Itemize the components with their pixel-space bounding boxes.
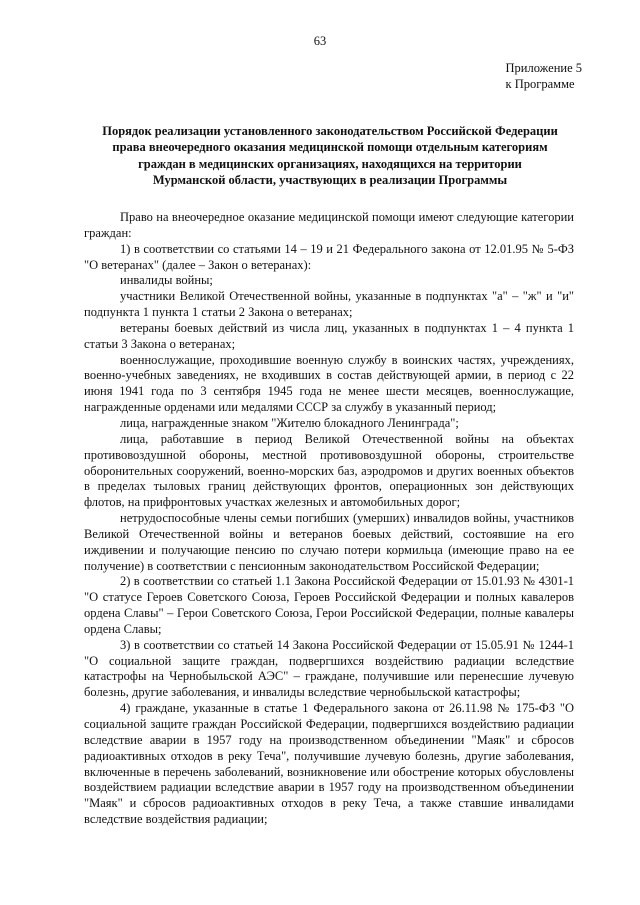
paragraph-servicemen: военнослужащие, проходившие военную службу в воинских частях, учреждениях, военно-учебных заведениях, не входивших в состав действующей армии, в период с 22 июня 1941 года по 3 сентября 1945 года не менее шести месяцев, военнослужащие, награжденные орденами или медалями СССР за службу в указанный период; — [84, 352, 574, 415]
title-line-4: Мурманской области, участвующих в реализации Программы — [152, 173, 508, 188]
appendix-header — [506, 60, 582, 92]
paragraph-leningrad-badge: лица, награжденные знаком "Жителю блокадного Ленинграда"; — [120, 415, 459, 430]
title-line-2: права внеочередного оказания медицинской помощи отдельным категориям — [112, 140, 548, 155]
paragraph-item-1: 1) в соответствии со статьями 14 – 19 и 21 Федерального закона от 12.01.95 № 5-ФЗ "О ветеранах" (далее – Закон о ветеранах): — [84, 241, 574, 272]
paragraph-intro: Право на внеочередное оказание медицинской помощи имеют следующие категории граждан: — [84, 210, 574, 240]
appendix-line-2: к Программе — [505, 77, 575, 91]
title-line-3: граждан в медицинских организациях, находящихся на территории — [138, 156, 522, 171]
paragraph-item-3: 3) в соответствии со статьей 14 Закона Российской Федерации от 15.05.91 № 1244-1 "О социальной защите граждан, подвергшихся воздействию радиации вследствие катастрофы на Чернобыльской АЭС" – граждане, получившие или перенесшие лучевую болезнь, другие заболевания, и инвалиды вследствие чернобыльской катастрофы; — [84, 637, 574, 700]
page-number: 63 — [313, 34, 327, 48]
appendix-line-1: Приложение 5 — [505, 61, 582, 75]
paragraph-war-participants: участники Великой Отечественной войны, указанные в подпунктах "а" – "ж" и "и" подпункта 1 пункта 1 статьи 2 Закона о ветеранах; — [84, 289, 574, 320]
paragraph-item-4: 4) граждане, указанные в статье 1 Федерального закона от 26.11.98 № 175-ФЗ "О социальной защите граждан Российской Федерации, подвергшихся воздействию радиации вследствие аварии в 1957 году на производственном объединении "Маяк" и сбросов радиоактивных отходов в реку Теча", получившие лучевую болезнь, другие заболевания, включенные в перечень заболеваний, возникновение или обострение которых обусловлены воздействием радиации вследствие аварии в 1957 году на производственном объединении "Маяк" и сбросов радиоактивных отходов в реку Теча, а также ставшие инвалидами вследствие воздействия радиации; — [84, 701, 574, 827]
title-line-1: Порядок реализации установленного законодательством Российской Федерации — [102, 124, 558, 138]
paragraph-item-2: 2) в соответствии со статьей 1.1 Закона Российской Федерации от 15.01.93 № 4301-1 "О статусе Героев Советского Союза, Героев Российской Федерации и полных кавалеров ордена Славы" – Герои Советского Союза, Герои Российской Федерации, полные кавалеры ордена Славы; — [84, 574, 574, 636]
document-body — [84, 210, 574, 828]
document-title — [80, 123, 580, 189]
paragraph-family-members: нетрудоспособные члены семьи погибших (умерших) инвалидов войны, участников Великой Отечественной войны и ветеранов боевых действий, состоявшие на его иждивении и получающие пенсию по случаю потери кормильца (имеющие право на ее получение) в соответствии с пенсионным законодательством Российской Федерации; — [84, 511, 574, 573]
paragraph-war-invalids: инвалиды войны; — [120, 273, 213, 288]
paragraph-combat-veterans: ветераны боевых действий из числа лиц, указанных в подпунктах 1 – 4 пункта 1 статьи 3 Закона о ветеранах; — [84, 320, 574, 351]
paragraph-defense-workers: лица, работавшие в период Великой Отечественной войны на объектах противовоздушной обороны, местной противовоздушной обороны, строительстве оборонительных сооружений, военно-морских баз, аэродромов и других военных объектов в пределах тыловых границ действующих фронтов, операционных зон действующих флотов, на прифронтовых участках железных и автомобильных дорог; — [84, 431, 574, 510]
